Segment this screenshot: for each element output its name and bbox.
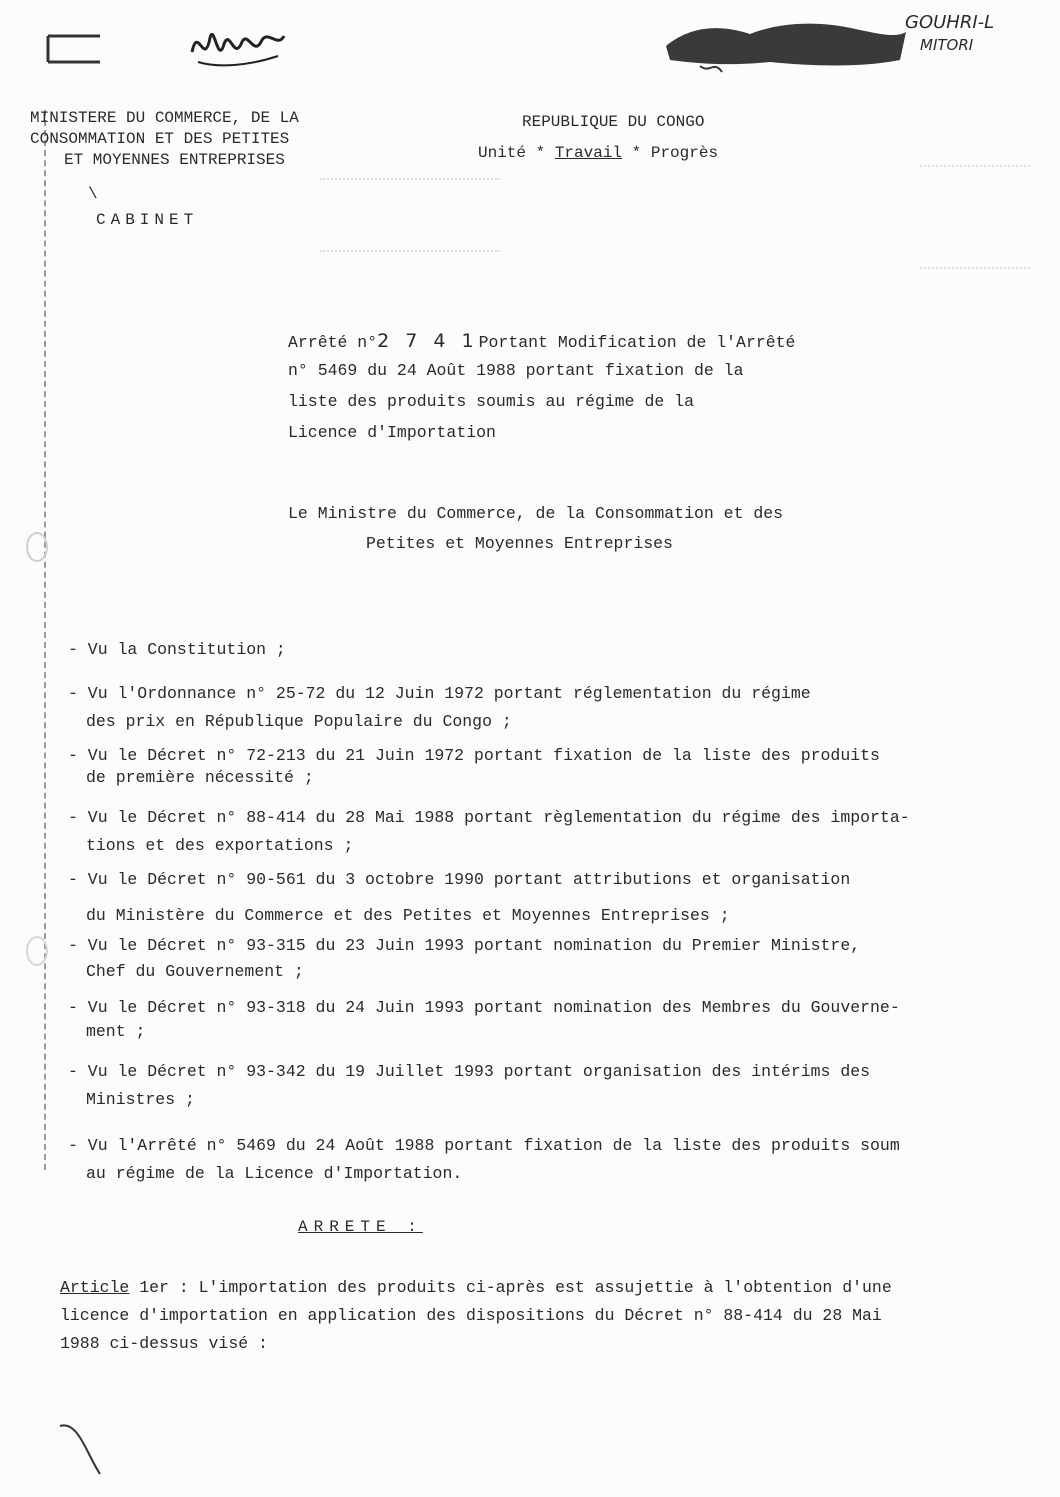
vu-item: - Vu le Décret n° 88-414 du 28 Mai 1988 portant règlementation du régime des importa- <box>68 808 910 827</box>
cabinet-heading: CABINET <box>96 211 199 229</box>
vu-item: - Vu le Décret n° 93-318 du 24 Juin 1993 portant nomination des Membres du Gouverne- <box>68 998 900 1017</box>
vu-item: - Vu le Décret n° 90-561 du 3 octobre 1990 portant attributions et organisation <box>68 870 851 889</box>
vu-item-continuation: au régime de la Licence d'Importation. <box>86 1164 463 1183</box>
arrete-number: 2 7 4 1 <box>377 330 479 352</box>
article-text: 1er : L'importation des produits ci-après est assujettie à l'obtention d'une <box>129 1278 892 1297</box>
vu-item: - Vu le Décret n° 93-342 du 19 Juillet 1993 portant organisation des intérims des <box>68 1062 871 1081</box>
article-1-line: 1988 ci-dessus visé : <box>60 1334 268 1353</box>
signature-initials <box>188 18 288 78</box>
handwritten-note-line-2: MITORI <box>920 36 974 54</box>
vu-item: - Vu le Décret n° 93-315 du 23 Juin 1993 portant nomination du Premier Ministre, <box>68 936 861 955</box>
article-1-line: licence d'importation en application des dispositions du Décret n° 88-414 du 28 Mai <box>60 1306 882 1325</box>
vu-item: - Vu l'Arrêté n° 5469 du 24 Août 1988 portant fixation de la liste des produits soum <box>68 1136 900 1155</box>
republic-heading: REPUBLIQUE DU CONGO <box>522 113 705 131</box>
arrete-prefix: Arrêté n° <box>288 333 378 352</box>
left-margin-rule <box>44 110 47 1170</box>
vu-item-continuation: Ministres ; <box>86 1090 195 1109</box>
arrete-title-line: liste des produits soumis au régime de la <box>288 392 694 411</box>
vu-item-continuation: ment ; <box>86 1022 146 1041</box>
arrete-title-line: n° 5469 du 24 Août 1988 portant fixation de la <box>288 361 744 380</box>
arrete-title-block <box>288 332 795 456</box>
punch-hole-shadow <box>26 936 48 966</box>
motto-part-underlined: Travail <box>554 144 623 162</box>
ministry-line: MINISTERE DU COMMERCE, DE LA <box>30 109 299 127</box>
vu-item-continuation: du Ministère du Commerce et des Petites et Moyennes Entreprises ; <box>86 906 730 925</box>
vu-item: - Vu l'Ordonnance n° 25-72 du 12 Juin 1972 portant réglementation du régime <box>68 684 811 703</box>
cabinet-backslash-mark: \ <box>88 185 98 203</box>
vu-item: - Vu la Constitution ; <box>68 640 286 659</box>
ministry-line: CONSOMMATION ET DES PETITES <box>30 130 290 148</box>
ministry-line: ET MOYENNES ENTREPRISES <box>64 151 285 169</box>
bleed-through-mark <box>920 165 1030 269</box>
arrete-title-text: Portant Modification de l'Arrêté <box>478 333 796 352</box>
arrete-title-line: Licence d'Importation <box>288 423 496 442</box>
corner-bracket-mark <box>40 18 110 68</box>
arrete-title-line <box>288 332 795 363</box>
ministry-block <box>30 110 299 173</box>
handwritten-note-line-1: GOUHRI-L <box>905 12 995 33</box>
minister-line: Le Ministre du Commerce, de la Consommation et des <box>288 504 784 523</box>
blacked-out-signature <box>660 16 910 76</box>
motto-part: * Progrès <box>622 144 719 162</box>
vu-item-continuation: tions et des exportations ; <box>86 836 354 855</box>
vu-item-continuation: Chef du Gouvernement ; <box>86 962 304 981</box>
vu-item-continuation: de première nécessité ; <box>86 768 314 787</box>
punch-hole-shadow <box>26 532 48 562</box>
bleed-through-mark <box>320 178 500 252</box>
motto-part: Unité * <box>478 144 555 162</box>
minister-line: Petites et Moyennes Entreprises <box>366 534 673 553</box>
vu-item-continuation: des prix en République Populaire du Congo ; <box>86 712 512 731</box>
pen-stroke-mark <box>56 1418 106 1478</box>
vu-item: - Vu le Décret n° 72-213 du 21 Juin 1972 portant fixation de la liste des produits <box>68 746 880 765</box>
national-motto <box>478 145 718 161</box>
arrete-heading: ARRETE : <box>298 1218 423 1236</box>
article-1-line <box>60 1280 892 1297</box>
article-label: Article <box>60 1278 130 1297</box>
